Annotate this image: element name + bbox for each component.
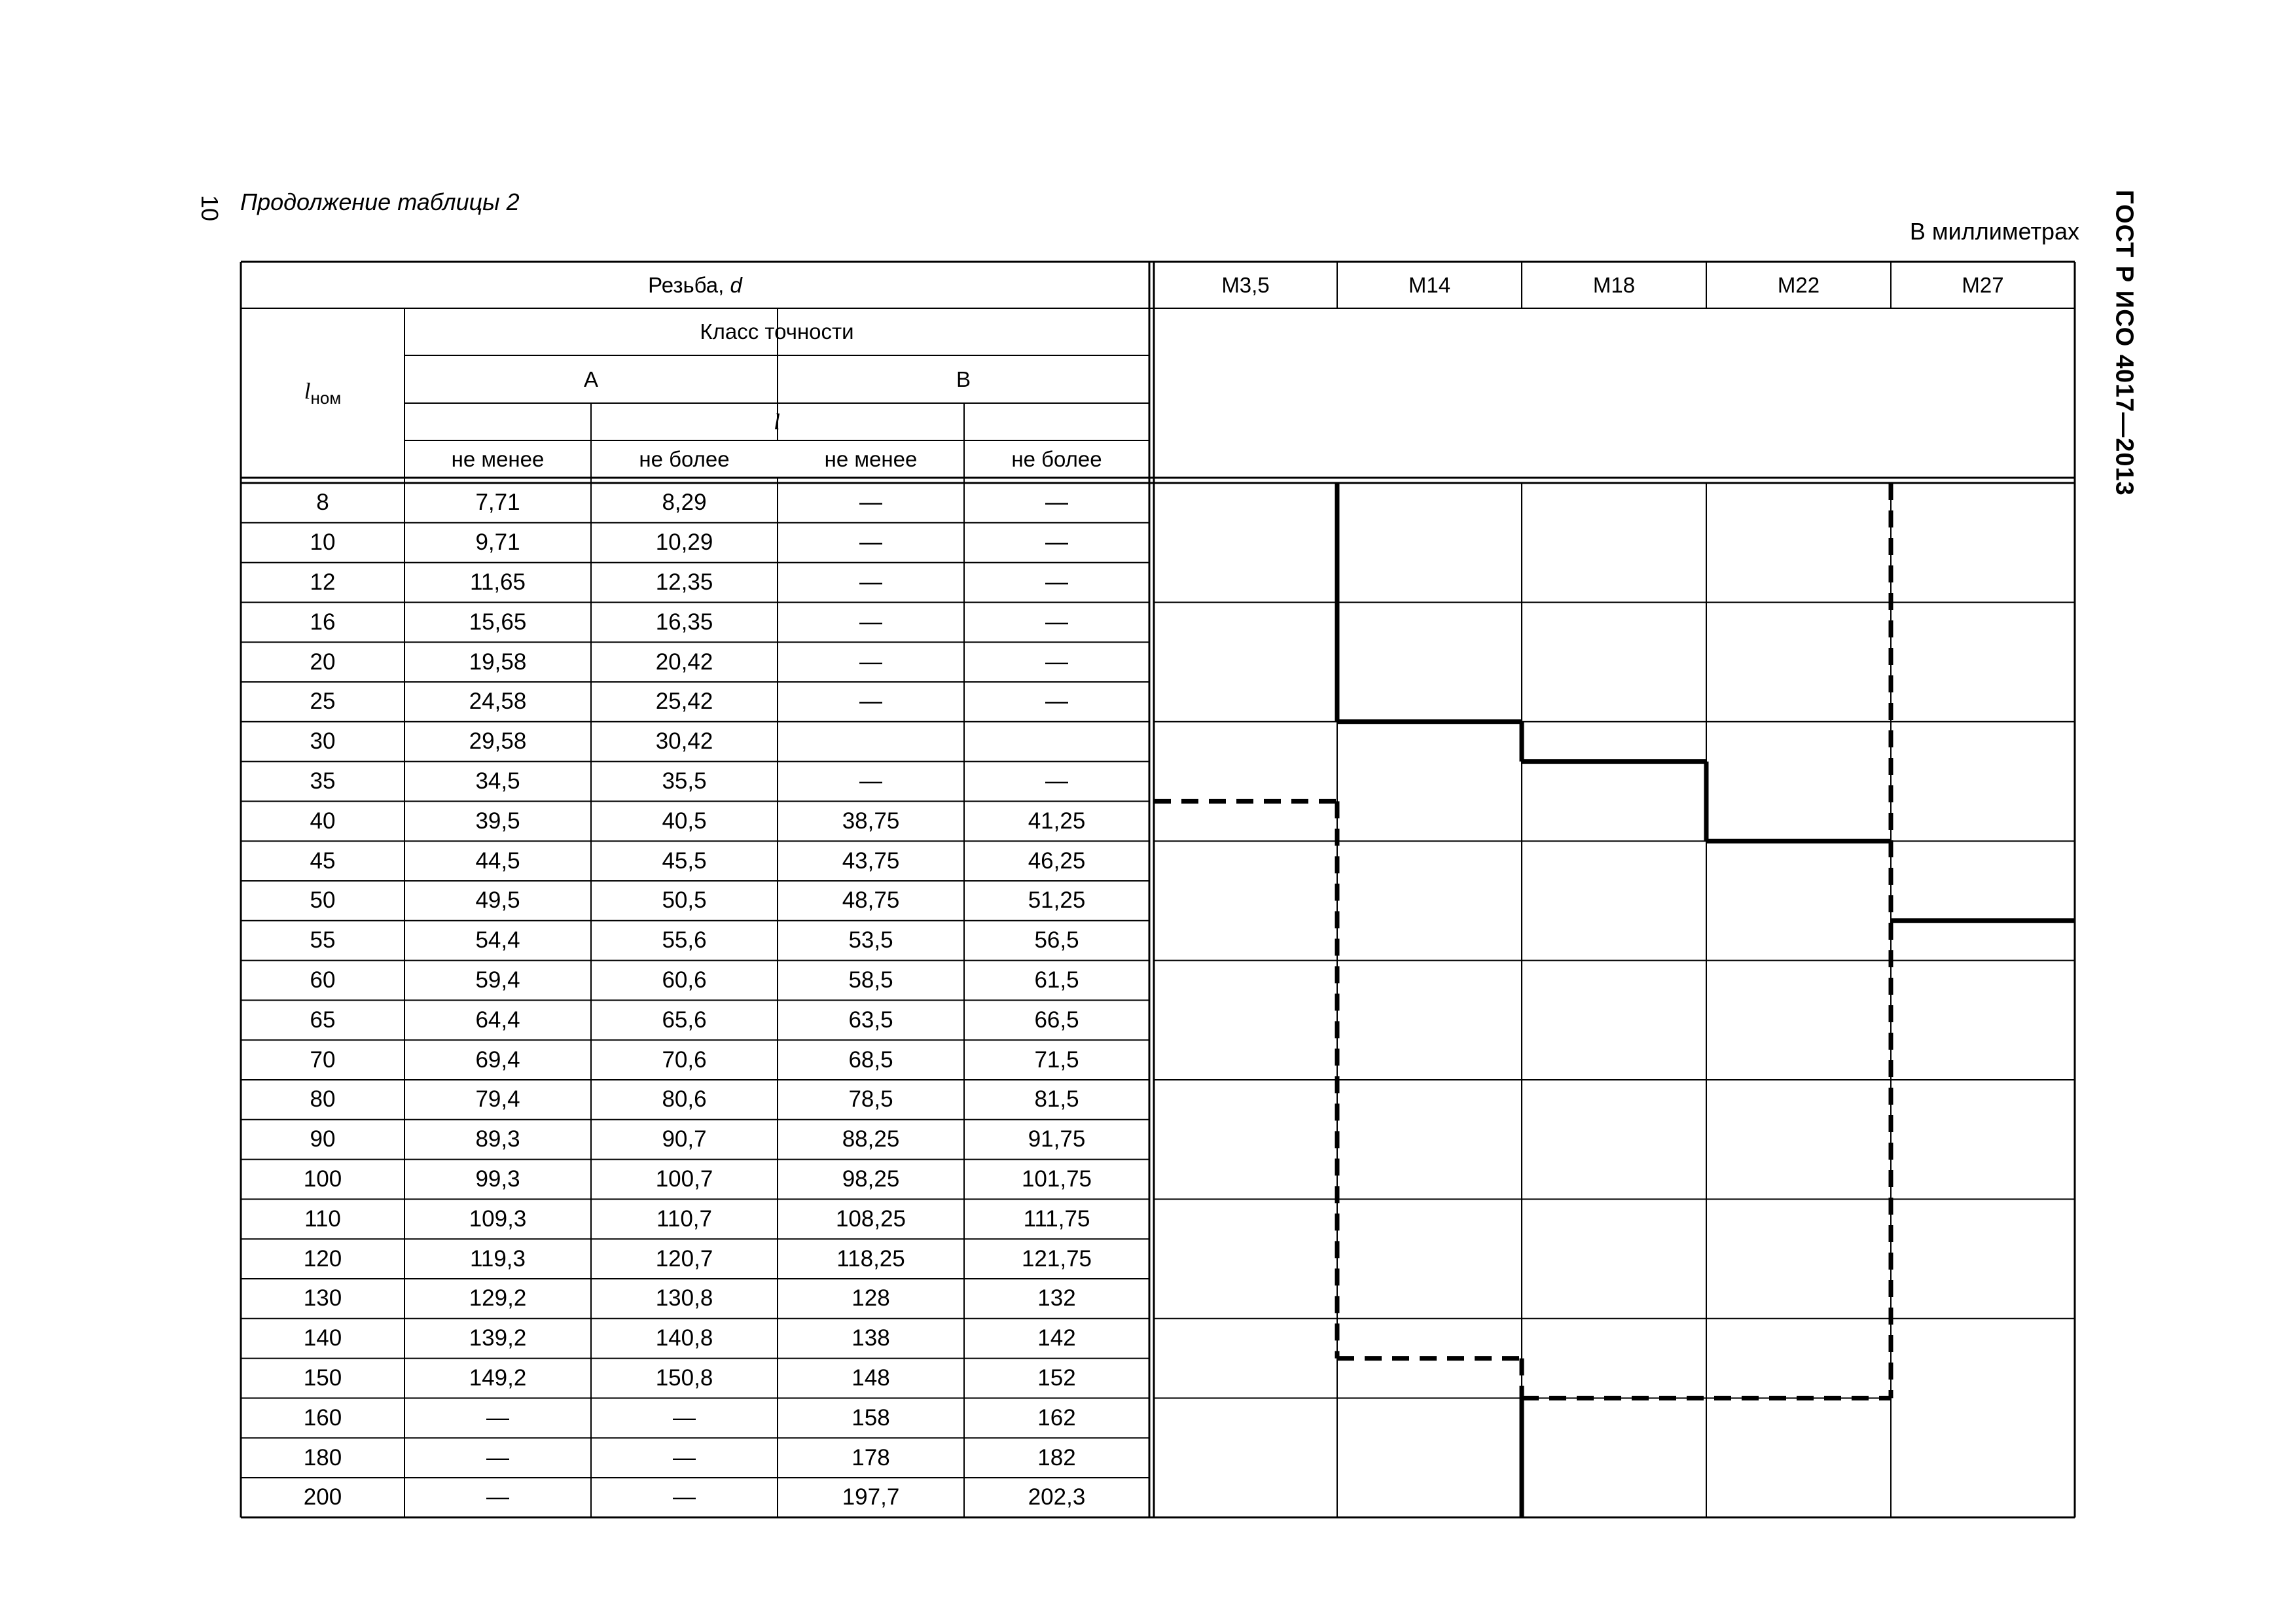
table-cell-a-max: — [673,1404,696,1431]
table-cell-b-min: 197,7 [842,1484,900,1510]
standard-text: ГОСТ Р ИСО 4017—2013 [2110,190,2138,496]
table-cell-b-min: 58,5 [848,967,893,993]
table-cell-b-min: 98,25 [842,1166,900,1192]
table-cell-a-max: 50,5 [662,887,707,914]
table-cell-a-max: 80,6 [662,1086,707,1113]
table-cell-l-nom: 8 [316,490,329,516]
table-cell-a-min: 129,2 [469,1285,527,1311]
table-cell-b-min: 43,75 [842,847,900,874]
table-cell-b-max: — [1045,490,1068,516]
table-cell-l-nom: 120 [303,1245,342,1272]
table-cell-b-max: 152 [1037,1365,1076,1391]
max-header: не более [1011,446,1102,471]
table-cell-l-nom: 55 [310,927,336,954]
l-symbol-header: l [774,408,780,435]
table-cell-b-max: — [1045,768,1068,794]
class-a-header: A [583,366,599,391]
table-cell-a-max: — [673,1484,696,1510]
table-cell-b-max: 121,75 [1021,1245,1092,1272]
table-cell-l-nom: 60 [310,967,336,993]
table-cell-b-max: 202,3 [1028,1484,1086,1510]
table-cell-b-max: 46,25 [1028,847,1086,874]
table-cell-b-min: 68,5 [848,1046,893,1073]
table-cell-b-min: — [859,688,882,715]
table-cell-a-min: 64,4 [475,1007,520,1033]
table-cell-a-min: 49,5 [475,887,520,914]
table-cell-a-min: 34,5 [475,768,520,794]
table-cell-a-max: 55,6 [662,927,707,954]
table-cell-a-min: — [486,1484,509,1510]
table-cell-l-nom: 45 [310,847,336,874]
table-cell-b-max: 66,5 [1034,1007,1079,1033]
table-cell-a-min: 9,71 [475,529,520,556]
table-cell-b-min: — [859,490,882,516]
thread-size-1: M14 [1408,272,1451,297]
table-cell-a-min: 54,4 [475,927,520,954]
l-nom-header [304,378,341,408]
table-cell-l-nom: 80 [310,1086,336,1113]
table-cell-a-min: 119,3 [470,1245,526,1272]
table-cell-b-max: 132 [1037,1285,1076,1311]
table-cell-b-max: 182 [1037,1444,1076,1471]
table-cell-a-max: 40,5 [662,808,707,834]
table-cell-b-min: 88,25 [842,1126,900,1152]
table-cell-a-max: — [673,1444,696,1471]
thread-size-4: M27 [1962,272,2004,297]
table-cell-b-min: — [859,768,882,794]
table-cell-a-max: 60,6 [662,967,707,993]
table-cell-b-min: — [859,529,882,556]
table-cell-a-min: 89,3 [475,1126,520,1152]
table-cell-a-max: 140,8 [655,1325,713,1351]
table-cell-b-min: 158 [852,1404,890,1431]
table-cell-l-nom: 90 [310,1126,336,1152]
table-cell-b-min: — [859,649,882,675]
table-cell-b-max: 61,5 [1034,967,1079,993]
table-cell-b-max: 41,25 [1028,808,1086,834]
table-cell-l-nom: 30 [310,728,336,755]
l-nom-symbol: l [304,378,311,404]
table-cell-l-nom: 12 [310,569,336,595]
table-cell-a-min: 109,3 [469,1205,527,1232]
table-cell-b-max: 91,75 [1028,1126,1086,1152]
table-cell-b-max: 111,75 [1023,1205,1090,1232]
table-cell-a-max: 20,42 [655,649,713,675]
table-cell-a-max: 70,6 [662,1046,707,1073]
table-cell-a-min: 7,71 [475,490,520,516]
table-cell-a-min: 39,5 [475,808,520,834]
table-cell-a-max: 65,6 [662,1007,707,1033]
table-caption: Продолжение таблицы 2 [240,188,520,215]
table-cell-a-max: 16,35 [655,609,713,635]
table-cell-b-min: — [859,569,882,595]
table-cell-a-max: 12,35 [655,569,713,595]
table-cell-b-max: 162 [1037,1404,1076,1431]
table-cell-a-min: 11,65 [470,569,526,595]
units-label: В миллиметрах [1909,218,2079,245]
table-cell-l-nom: 180 [303,1444,342,1471]
table-cell-l-nom: 150 [303,1365,342,1391]
min-header: не менее [451,446,545,471]
page-number: 10 [196,194,223,222]
table-cell-a-max: 25,42 [655,688,713,715]
table-cell-l-nom: 20 [310,649,336,675]
table-cell-a-min: 29,58 [469,728,527,755]
thread-size-2: M18 [1592,272,1636,297]
table-cell-a-max: 150,8 [655,1365,713,1391]
table-cell-a-min: 69,4 [475,1046,520,1073]
table-cell-a-min: 15,65 [469,609,527,635]
table-cell-l-nom: 70 [310,1046,336,1073]
table-cell-l-nom: 25 [310,688,336,715]
table-cell-l-nom: 65 [310,1007,336,1033]
table-cell-a-max: 90,7 [662,1126,707,1152]
table-cell-a-min: 44,5 [475,847,520,874]
table-cell-l-nom: 200 [303,1484,342,1510]
table-cell-a-min: 149,2 [469,1365,527,1391]
max-header: не более [639,446,730,471]
table-cell-b-min: 178 [852,1444,890,1471]
table-cell-a-max: 35,5 [662,768,707,794]
table-cell-l-nom: 140 [303,1325,342,1351]
table-cell-b-max: 56,5 [1034,927,1079,954]
table-cell-b-max: 101,75 [1021,1166,1092,1192]
table-cell-b-min: 118,25 [836,1245,905,1272]
table-cell-a-min: 19,58 [469,649,527,675]
table-cell-b-max: 142 [1037,1325,1076,1351]
table-cell-a-max: 30,42 [655,728,713,755]
thread-header [648,273,742,298]
table-cell-b-max: — [1045,609,1068,635]
table-cell-b-max: — [1045,688,1068,715]
class-b-header: B [956,366,971,391]
table-cell-l-nom: 100 [303,1166,342,1192]
table-cell-a-min: — [486,1404,509,1431]
table-cell-a-max: 8,29 [662,490,707,516]
table-cell-b-min: 63,5 [848,1007,893,1033]
table-cell-b-min: 148 [852,1365,890,1391]
table-cell-l-nom: 10 [310,529,336,556]
table-cell-b-max: 51,25 [1028,887,1086,914]
table-cell-a-max: 120,7 [655,1245,713,1272]
table-cell-b-max: 81,5 [1034,1086,1079,1113]
l-nom-subscript: ном [310,387,342,408]
table-cell-a-max: 130,8 [655,1285,713,1311]
table-cell-a-min: 24,58 [469,688,527,715]
min-header: не менее [824,446,918,471]
table-cell-b-max: — [1045,649,1068,675]
table-cell-l-nom: 110 [304,1205,341,1232]
table-cell-l-nom: 50 [310,887,336,914]
table-cell-b-min: 48,75 [842,887,900,914]
thread-size-3: M22 [1777,272,1820,297]
accuracy-class-header: Класс точности [700,319,854,344]
table-cell-l-nom: 35 [310,768,336,794]
table-cell-l-nom: 40 [310,808,336,834]
table-cell-a-min: 79,4 [475,1086,520,1113]
table-cell-a-min: 139,2 [469,1325,527,1351]
thread-label: Резьба, [648,272,730,297]
table-cell-b-min: — [859,609,882,635]
table-cell-a-max: 110,7 [656,1205,712,1232]
table-cell-a-max: 10,29 [655,529,713,556]
table-cell-a-max: 100,7 [655,1166,713,1192]
table-cell-b-max: 71,5 [1034,1046,1079,1073]
table-cell-a-min: 99,3 [475,1166,520,1192]
table-cell-a-min: 59,4 [475,967,520,993]
table-cell-l-nom: 130 [303,1285,342,1311]
table-cell-a-max: 45,5 [662,847,707,874]
table-cell-b-max: — [1045,569,1068,595]
table-cell-a-min: — [486,1444,509,1471]
table-cell-b-min: 138 [852,1325,890,1351]
table-cell-l-nom: 16 [310,609,336,635]
thread-symbol: d [730,272,742,297]
table-cell-b-min: 108,25 [835,1205,906,1232]
table-cell-b-min: 128 [852,1285,890,1311]
table-cell-l-nom: 160 [303,1404,342,1431]
table-cell-b-min: 53,5 [848,927,893,954]
table-cell-b-min: 78,5 [848,1086,893,1113]
thread-size-0: M3,5 [1221,272,1270,297]
table-cell-b-min: 38,75 [842,808,900,834]
table-cell-b-max: — [1045,529,1068,556]
